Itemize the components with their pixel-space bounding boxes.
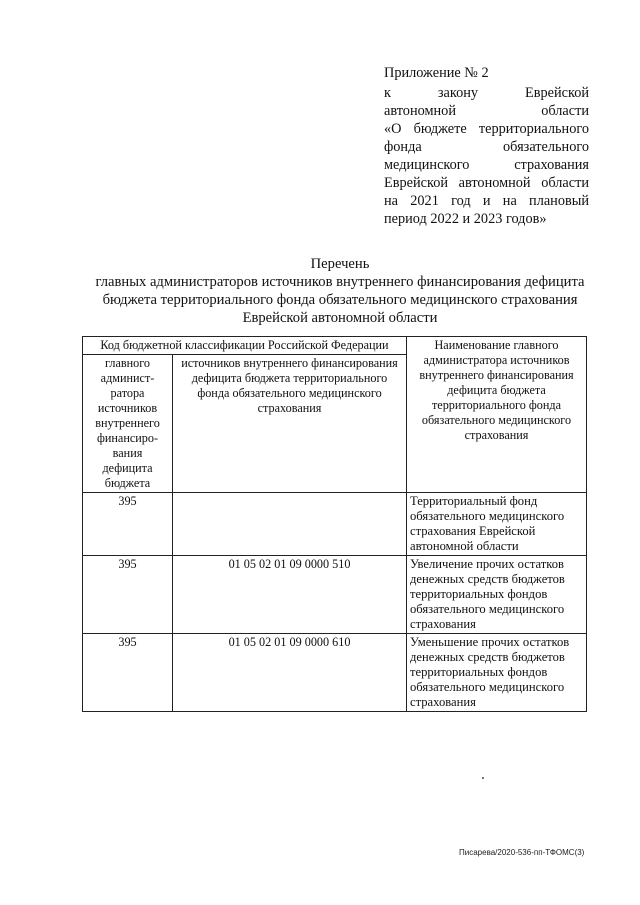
appendix-line: фонда обязательного	[384, 139, 589, 155]
table-row	[83, 634, 587, 712]
source-code-cell: 01 05 02 01 09 0000 510	[173, 556, 407, 634]
footer-code: Писарева/2020-536-пп-ТФОМС(3)	[459, 848, 585, 857]
budget-code-table	[82, 336, 587, 712]
appendix-block	[384, 64, 589, 228]
appendix-line: автономной области	[384, 103, 589, 119]
table-header-row	[83, 337, 587, 355]
header-admin-line: финансиро-	[96, 431, 159, 445]
scan-speck	[482, 777, 484, 779]
header-source-cell: источников внутреннего финансирования дефицита бюджета территориального фонда обязательного медицинского страхования	[173, 355, 407, 493]
admin-code-cell: 395	[83, 556, 173, 634]
source-code-cell	[173, 493, 407, 556]
table-row	[83, 493, 587, 556]
header-admin-line: вания	[112, 446, 143, 460]
header-admin-line: бюджета	[104, 476, 151, 490]
header-group-cell: Код бюджетной классификации Российской Федерации	[83, 337, 407, 355]
title-line: Еврейской автономной области	[242, 310, 438, 326]
header-name-cell: Наименование главного администратора источников внутреннего финансирования дефицита бюджета территориального фонда обязательного медицинского страхования	[407, 337, 587, 493]
admin-name-cell: Увеличение прочих остатков денежных средств бюджетов территориальных фондов обязательного медицинского страхования	[407, 556, 587, 634]
appendix-line: период 2022 и 2023 годов»	[384, 211, 547, 227]
admin-name-cell: Территориальный фонд обязательного медицинского страхования Еврейской автономной области	[407, 493, 587, 556]
appendix-line: медицинского страхования	[384, 157, 589, 173]
admin-code-cell: 395	[83, 493, 173, 556]
header-admin-line: источников	[97, 401, 158, 415]
table-row	[83, 556, 587, 634]
header-admin-line: главного	[104, 356, 151, 370]
document-title	[60, 255, 620, 327]
admin-name-cell: Уменьшение прочих остатков денежных средств бюджетов территориальных фондов обязательного медицинского страхования	[407, 634, 587, 712]
title-line: главных администраторов источников внутреннего финансирования дефицита	[95, 274, 585, 290]
title-line: бюджета территориального фонда обязательного медицинского страхования	[102, 292, 578, 308]
title-heading: Перечень	[310, 256, 370, 272]
header-admin-line: дефицита	[102, 461, 153, 475]
appendix-line: Еврейской автономной области	[384, 175, 589, 191]
header-admin-cell	[83, 355, 173, 493]
source-code-cell: 01 05 02 01 09 0000 610	[173, 634, 407, 712]
appendix-title: Приложение № 2	[384, 65, 489, 81]
header-admin-line: админист-	[100, 371, 155, 385]
appendix-line: на 2021 год и на плановый	[384, 193, 589, 209]
header-admin-line: ратора	[110, 386, 145, 400]
admin-code-cell: 395	[83, 634, 173, 712]
appendix-line: «О бюджете территориального	[384, 121, 589, 137]
appendix-line: к закону Еврейской	[384, 85, 589, 101]
header-admin-line: внутреннего	[95, 416, 160, 430]
